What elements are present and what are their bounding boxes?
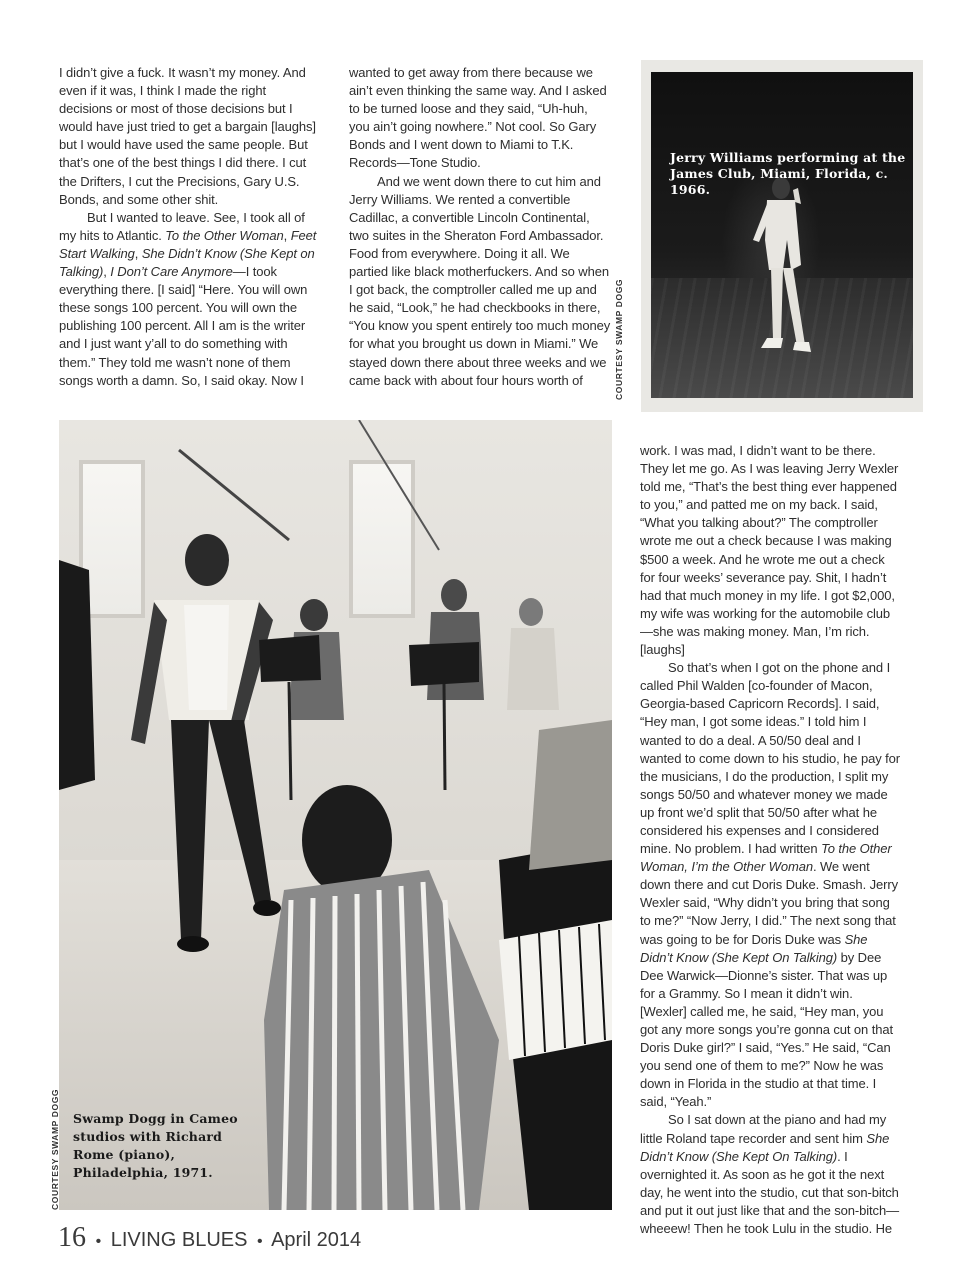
article-column-2 (349, 64, 611, 390)
photo-credit: COURTESY SWAMP DOGG (50, 1088, 60, 1210)
text-run: —I took everything there. [I said] “Here. You will own these songs 100 percent. You will own the publishing 100 percent. All I am is the writer and I just want y’all to do something with them.” They told me wasn’t none of them songs worth a damn. So, I said okay. Now I (59, 264, 308, 388)
page-number: 16 (58, 1222, 86, 1253)
separator: • (257, 1233, 263, 1250)
text-run: . I overnighted it. As soon as he got it the next day, he went into the studio, cut that son-bitch and put it out just like that and the son-bitch—wheeew! Then he took Lulu in the studio. He (640, 1148, 899, 1237)
text-run: . We went down there and cut Doris Duke. Smash. Jerry Wexler said, “Why didn’t you bring that song to me?” “Now Jerry, I did.” The next song that was going to be for Doris Duke was (640, 859, 898, 947)
song-title: She Didn’t Know (She Kept on Talking) (59, 245, 315, 280)
text-run: by Dee Dee Warwick—Dionne’s sister. That was up for a Grammy. So I mean it didn’t win. [Wexler] called me, he said, “Hey man, you got any more songs you’re gonna cut on that Doris Duke girl?” I said, “Yes.” He said, “Can you send one of them to me?” Now he was down in Florida in the studio at that time. I said, “Yeah.” (640, 949, 893, 1110)
performer-figure (743, 170, 813, 370)
photo-jerry-williams (641, 60, 923, 412)
paragraph: wanted to get away from there because we ain’t even thinking the same way. And I asked to be turned loose and they said, “Uh-huh, you ain’t going nowhere.” Not cool. So Gary Bonds and I went down to Miami to T.K. Records—Tone Studio. (349, 65, 607, 171)
text-run: , (134, 245, 142, 261)
song-title: She Didn’t Know (She Kept On Talking) (640, 931, 868, 965)
photo-image (651, 72, 913, 398)
paragraph (640, 659, 902, 1111)
article-column-3 (640, 442, 902, 1238)
photo-credit: COURTESY SWAMP DOGG (614, 278, 624, 400)
song-title: I Don’t Care Anymore (110, 264, 233, 280)
issue-date: April 2014 (271, 1229, 362, 1251)
text-run: So I sat down at the piano and had my little Roland tape recorder and sent him (640, 1112, 887, 1146)
text-run: , (103, 264, 111, 280)
paragraph (59, 209, 321, 390)
song-title: To the Other Woman, I’m the Other Woman (640, 841, 892, 875)
photo-cameo-studios (59, 420, 612, 1210)
song-title: She Didn’t Know (She Kept On Talking) (640, 1130, 890, 1164)
page-footer (58, 1222, 361, 1256)
text-run: , (283, 227, 291, 243)
magazine-name: LIVING BLUES (110, 1229, 248, 1251)
studio-scene (59, 420, 612, 1210)
paragraph (640, 1111, 902, 1238)
paragraph: And we went down there to cut him and Jerry Williams. We rented a convertible Cadillac, a convertible Lincoln Continental, two suites in the Sheraton Ford Ambassador. Food from everywhere. Doing it all. We partied like black motherfuckers. And so when I got back, the comptroller called me up and he said, “Look,” he had checkbooks in there, “You know you spent entirely too much money for what you brought us down in Miami.” We stayed down there about three weeks and we came back with about four hours worth of (349, 173, 611, 388)
song-title: Feet Start Walking (59, 227, 317, 261)
paragraph: work. I was mad, I didn’t want to be there. They let me go. As I was leaving Jerry Wexler told me, “That’s the best thing ever happened to you,” and patted me on my back. I said, “What you talking about?” The comptroller wrote me out a check because I was making $500 a week. And he wrote me out a check for four weeks’ severance pay. Shit, I hadn’t had that much money in my life. I got $2,000, my wife was working for the automobile club—she was making money. Man, I’m rich. [laughs] (640, 443, 899, 658)
photo-caption: Swamp Dogg in Cameo studios with Richard Rome (piano), Philadelphia, 1971. (73, 1111, 238, 1180)
paragraph: I didn’t give a fuck. It wasn’t my money. And even if it was, I think I made the right decisions or most of those decisions but I would have just tried to get a bargain [laughs] but I would have used the same people. But that’s one of the best things I did there. I cut the Drifters, I cut the Precisions, Gary U.S. Bonds, and some other shit. (59, 65, 316, 207)
text-run: So that’s when I got on the phone and I called Phil Walden [co-founder of Macon, Georgia-based Capricorn Records]. I said, “Hey man, I got some ideas.” I told him I wanted to do a deal. A 50/50 deal and I wanted to come down to his studio, he pay for the musicians, I do the production, I split my songs 50/50 and whatever money we made up front we’d split that 50/50 after what he considered his expenses and I considered mine. No problem. I had written (640, 660, 900, 857)
song-title: To the Other Woman (165, 227, 284, 243)
photo-caption: Jerry Williams performing at the James Club, Miami, Florida, c. 1966. (670, 150, 906, 197)
text-run: But I wanted to leave. See, I took all of my hits to Atlantic. (59, 209, 305, 243)
article-column-1 (59, 64, 321, 390)
separator: • (95, 1233, 102, 1250)
